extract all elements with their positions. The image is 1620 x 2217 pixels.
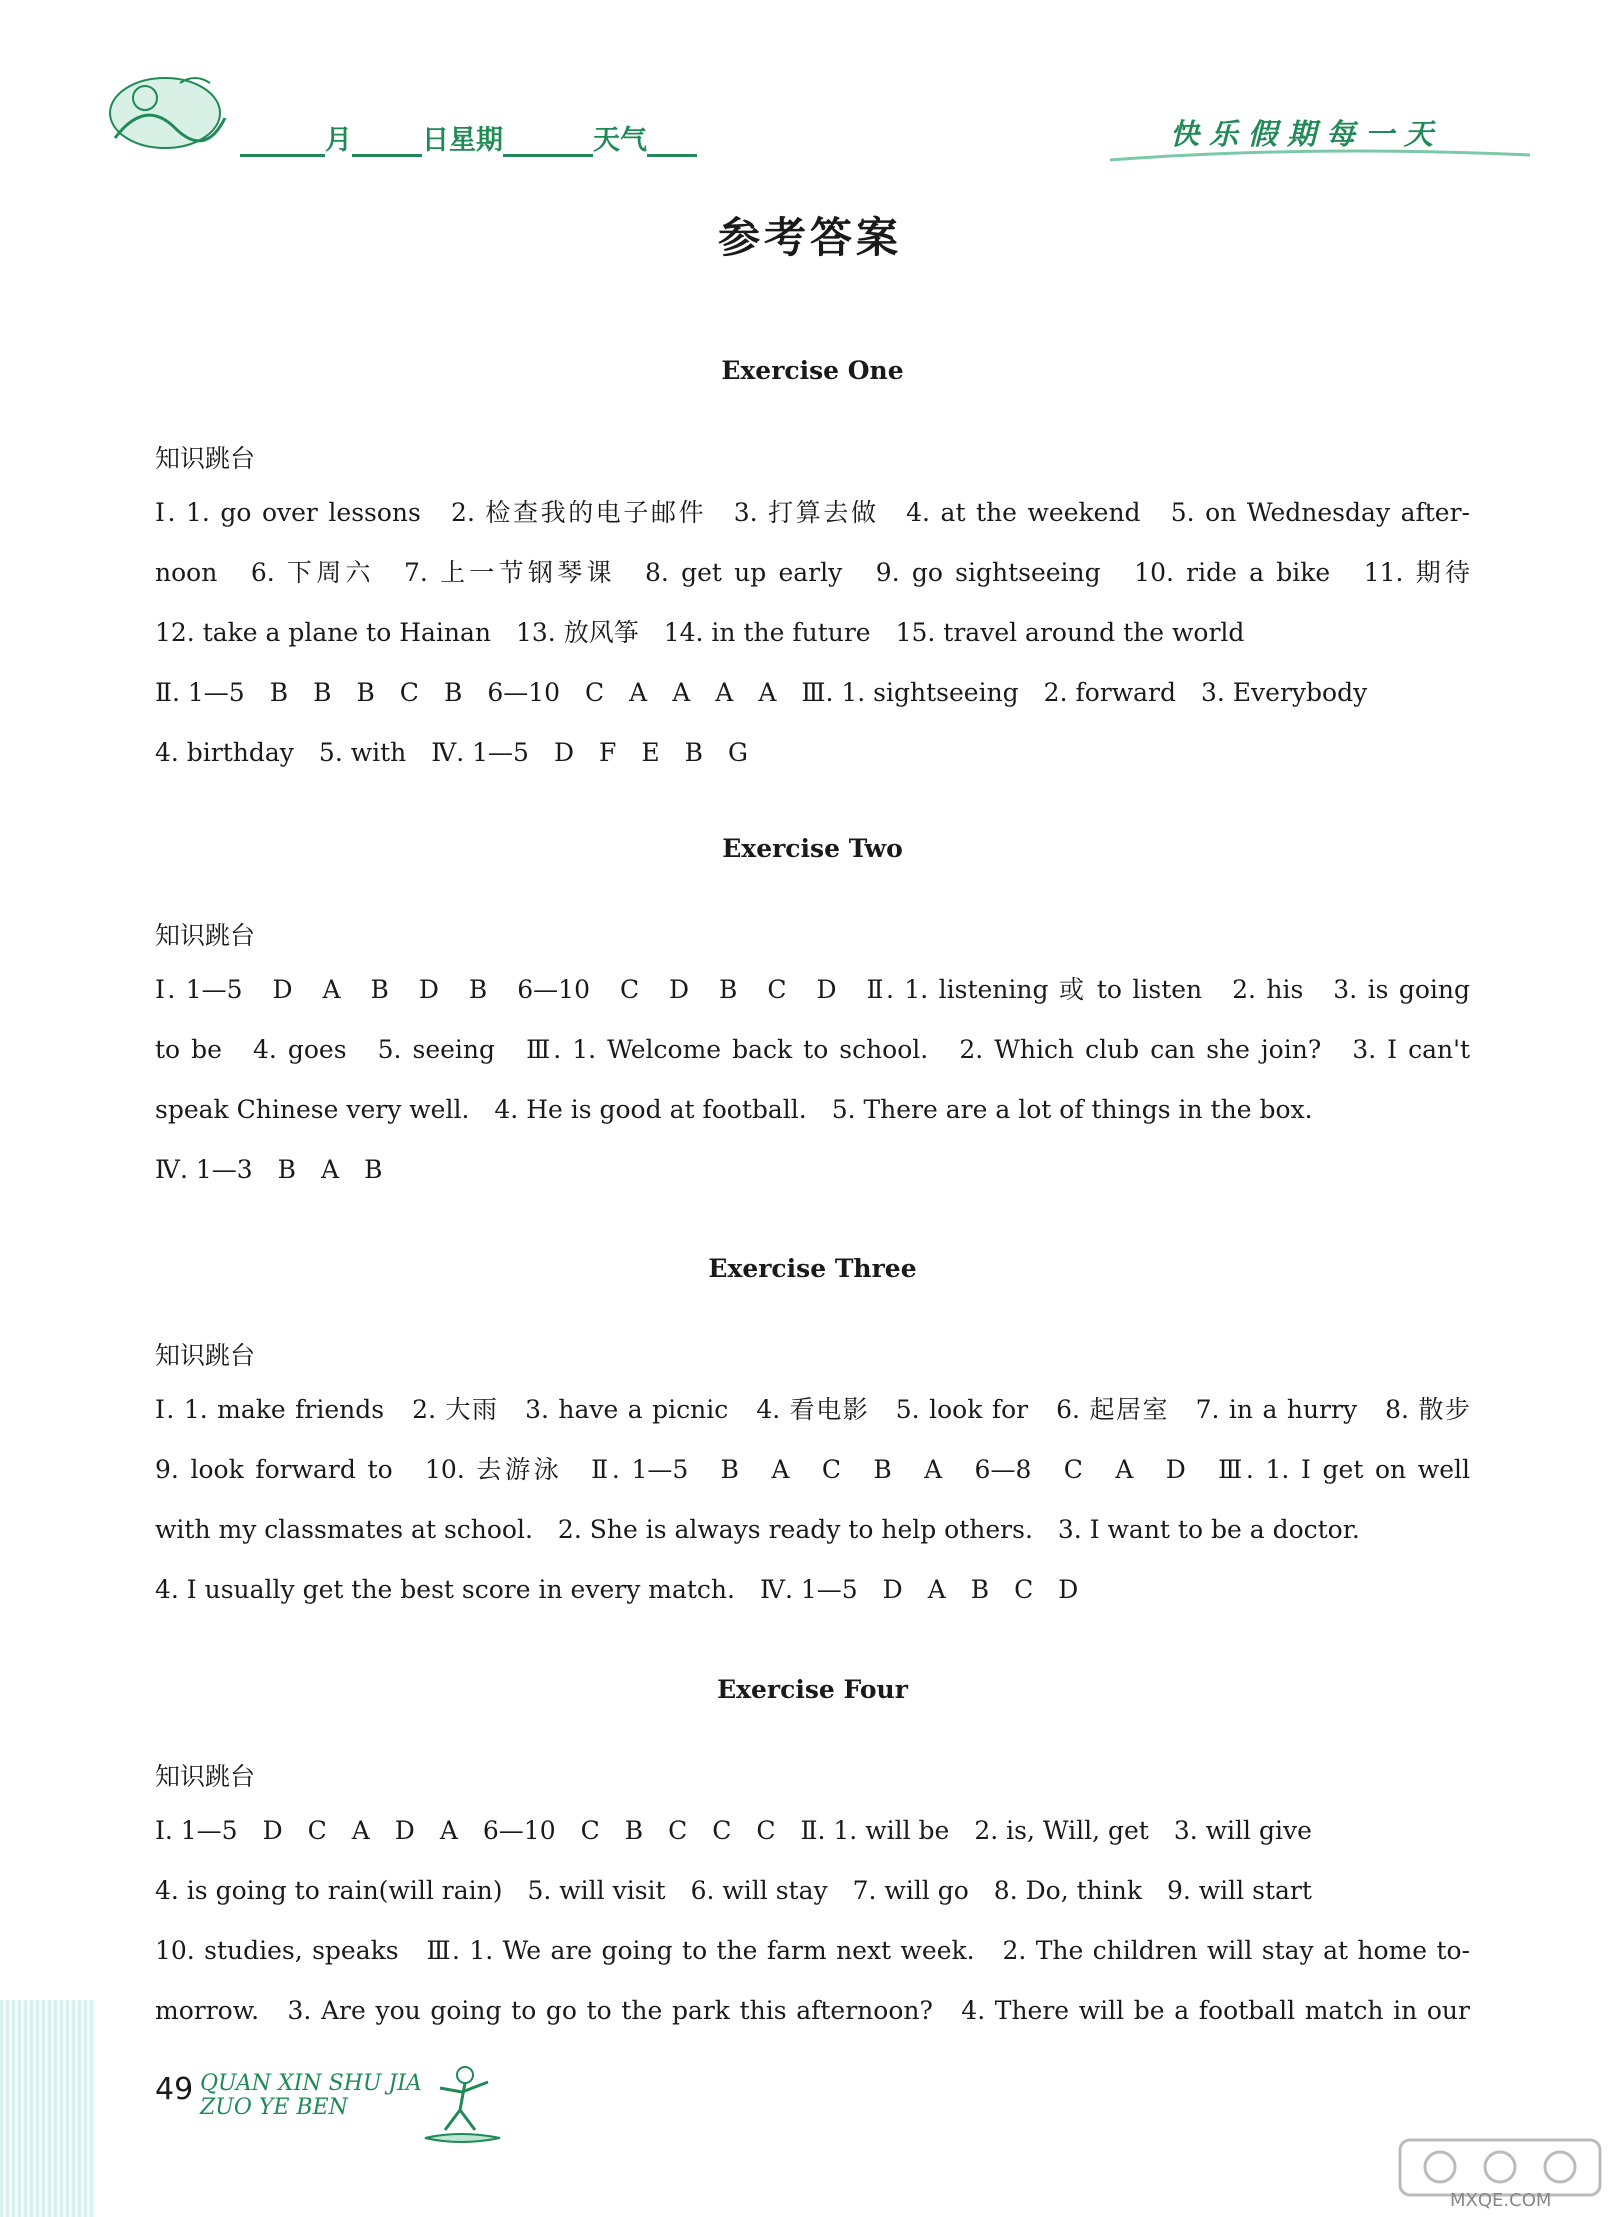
landscape-logo-icon [100,58,230,158]
answer-line: Ⅰ. 1. go over lessons 2. 检查我的电子邮件 3. 打算去做 4. at the weekend 5. on Wednesday after- [155,498,1470,527]
section-label: 知识跳台 [155,921,256,950]
exercise-heading: Exercise Three [708,1254,917,1283]
answer-line: Ⅰ. 1. make friends 2. 大雨 3. have a picnic 4. 看电影 5. look for 6. 起居室 7. in a hurry 8. 散步 [155,1395,1470,1424]
section-label: 知识跳台 [155,1341,256,1370]
week-label: 星期 [449,125,503,156]
date-weather-line [240,118,697,157]
answer-line: morrow. 3. Are you going to go to the park this afternoon? 4. There will be a football match in our [155,1996,1470,2025]
book-title-line: ZUO YE BEN [200,2095,348,2120]
answer-line: to be 4. goes 5. seeing Ⅲ. 1. Welcome back to school. 2. Which club can she join? 3. I can't [155,1035,1470,1064]
book-title [200,2072,422,2120]
answer-line: 4. is going to rain(will rain) 5. will visit 6. will stay 7. will go 8. Do, think 9. will start [155,1876,1312,1905]
day-label: 日 [422,125,449,156]
footer-pattern-band [0,2000,95,2217]
page-title: 参考答案 [717,213,902,262]
section-label: 知识跳台 [155,444,256,473]
exercise-heading: Exercise One [721,356,904,385]
answer-line: noon 6. 下周六 7. 上一节钢琴课 8. get up early 9. go sightseeing 10. ride a bike 11. 期待 [155,558,1470,587]
exercise-heading: Exercise Four [717,1675,908,1704]
page-header [0,0,1620,180]
watermark-text: MXQE.COM [1450,2190,1552,2211]
exercise-section [155,355,1470,387]
surfer-illustration-icon [410,2060,510,2150]
answer-line: 12. take a plane to Hainan 13. 放风筝 14. in the future 15. travel around the world [155,618,1245,647]
weather-label: 天气 [593,125,647,156]
answer-line: with my classmates at school. 2. She is always ready to help others. 3. I want to be a doctor. [155,1515,1360,1544]
book-title-line: QUAN XIN SHU JIA [200,2071,422,2096]
header-slogan: 快乐假期每一天 [1170,117,1444,151]
exercise-heading: Exercise Two [722,834,903,863]
section-label: 知识跳台 [155,1762,256,1791]
answer-line: Ⅰ. 1—5 D A B D B 6—10 C D B C D Ⅱ. 1. listening 或 to listen 2. his 3. is going [155,975,1470,1004]
answer-line: 9. look forward to 10. 去游泳 Ⅱ. 1—5 B A C B A 6—8 C A D Ⅲ. 1. I get on well [155,1455,1470,1484]
exercise-section [155,1253,1470,1285]
answer-line: 10. studies, speaks Ⅲ. 1. We are going to the farm next week. 2. The children will stay at home to- [155,1936,1470,1965]
month-label: 月 [325,125,352,156]
header-curve-decoration-icon [1110,140,1530,170]
exercise-section [155,833,1470,865]
answer-line: Ⅱ. 1—5 B B B C B 6—10 C A A A A Ⅲ. 1. sightseeing 2. forward 3. Everybody [155,678,1368,707]
answer-line: Ⅳ. 1—3 B A B [155,1155,383,1184]
page-number: 49 [155,2072,194,2107]
answer-line: 4. I usually get the best score in every match. Ⅳ. 1—5 D A B C D [155,1575,1079,1604]
answer-line: speak Chinese very well. 4. He is good at football. 5. There are a lot of things in the box. [155,1095,1313,1124]
answer-line: Ⅰ. 1—5 D C A D A 6—10 C B C C C Ⅱ. 1. will be 2. is, Will, get 3. will give [155,1816,1312,1845]
exercise-section [155,1674,1470,1706]
answer-line: 4. birthday 5. with Ⅳ. 1—5 D F E B G [155,738,748,767]
